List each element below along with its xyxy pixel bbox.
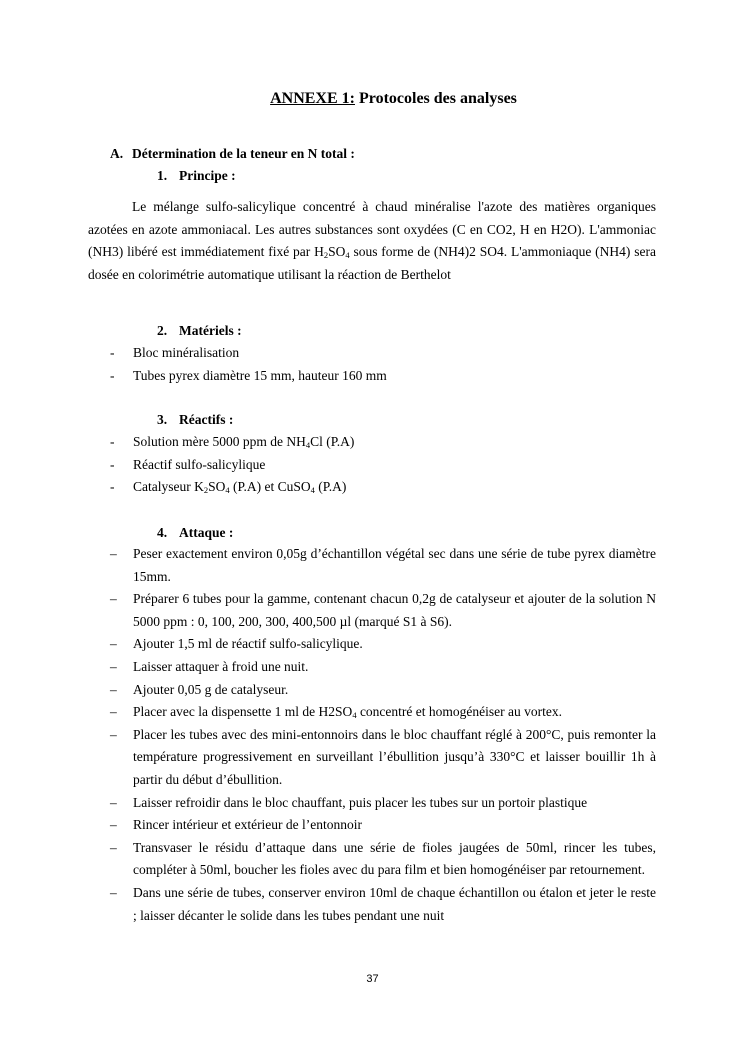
list-item: - Tubes pyrex diamètre 15 mm, hauteur 160 mm	[110, 367, 387, 383]
list-item: – Dans une série de tubes, conserver environ 10ml de chaque échantillon ou étalon et jeter le reste ; laisser décanter le solide dans les tubes pendant une nuit	[110, 884, 656, 923]
section-a-heading	[110, 143, 355, 166]
list-item: - Solution mère 5000 ppm de $NH_4Cl$ (P.A)	[110, 434, 355, 450]
materiels-number: 2.	[157, 323, 168, 338]
principe-title: Principe :	[179, 168, 236, 183]
list-item: – Préparer 6 tubes pour la gamme, contenant chacun 0,2g de catalyseur et ajouter de la solution N 5000 ppm : 0, 100, 200, 300, 400,500 µl (marqué S1 à S6).	[110, 591, 656, 629]
list-item: - Catalyseur $K_2SO_4$ (P.A) et CuSO$_4$ (P.A)	[110, 479, 347, 496]
title-text: Protocoles des analyses	[354, 90, 517, 107]
section-a-label: A.	[110, 146, 124, 161]
list-item: – Peser exactement environ 0,05g d’échantillon végétal sec dans une série de tube pyrex diamètre 15mm.	[110, 546, 656, 584]
reactifs-title: Réactifs :	[179, 412, 234, 427]
materiels-title: Matériels :	[179, 323, 242, 338]
reactifs-list	[88, 431, 656, 499]
list-item: – Laisser attaquer à froid une nuit.	[110, 658, 309, 674]
page-number: 37	[366, 973, 379, 985]
materiels-list	[88, 342, 656, 387]
attaque-heading	[157, 522, 233, 545]
list-item: – Ajouter 0,05 g de catalyseur.	[110, 681, 289, 697]
principe-number: 1.	[157, 168, 168, 183]
list-item: – Ajouter 1,5 ml de réactif sulfo-salicylique.	[110, 636, 363, 652]
section-a-title: Détermination de la teneur en N total :	[132, 146, 355, 161]
title-annex-label: ANNEXE 1:	[270, 90, 355, 107]
attaque-number: 4.	[157, 525, 168, 540]
page-title	[0, 90, 745, 108]
list-item: – Placer avec la dispensette 1 ml de $H2SO_4$ concentré et homogénéiser au vortex.	[110, 704, 562, 721]
list-item: - Réactif sulfo-salicylique	[110, 456, 266, 472]
list-item: – Laisser refroidir dans le bloc chauffant, puis placer les tubes sur un portoir plastique	[110, 794, 588, 810]
reactifs-heading	[157, 409, 233, 432]
list-item: – Transvaser le résidu d’attaque dans une série de fioles jaugées de 50ml, rincer les tubes, compléter à 50ml, boucher les fioles avec du para film et bien homogénéiser par retournement.	[110, 839, 656, 878]
attaque-list	[88, 543, 656, 927]
list-item: – Rincer intérieur et extérieur de l’entonnoir	[110, 817, 363, 833]
principe-heading	[157, 165, 236, 188]
reactifs-number: 3.	[157, 412, 168, 427]
materiels-heading	[157, 320, 242, 343]
attaque-title: Attaque :	[179, 525, 234, 540]
list-item: – Placer les tubes avec des mini-entonnoirs dans le bloc chauffant réglé à 200°C, puis remonter la température progressivement en surveillant l’ébullition jusqu’à 330°C et laisser bouillir 1h à partir du début d’ébullition.	[110, 726, 656, 787]
list-item: - Bloc minéralisation	[110, 345, 240, 360]
principe-paragraph: Le mélange sulfo-salicylique concentré à chaud minéralise l'azote des matières organiques azotées en azote ammoniacal. Les autres substances sont oxydées (C en CO2, H en H2O). L'ammoniac (NH3) libéré est immédiatement fixé par $H_2SO_4$ sous forme de (NH4)2 SO4. L'ammoniaque (NH4) sera dosée en colorimétrie automatique utilisant la réaction de Berthelot	[88, 199, 656, 282]
